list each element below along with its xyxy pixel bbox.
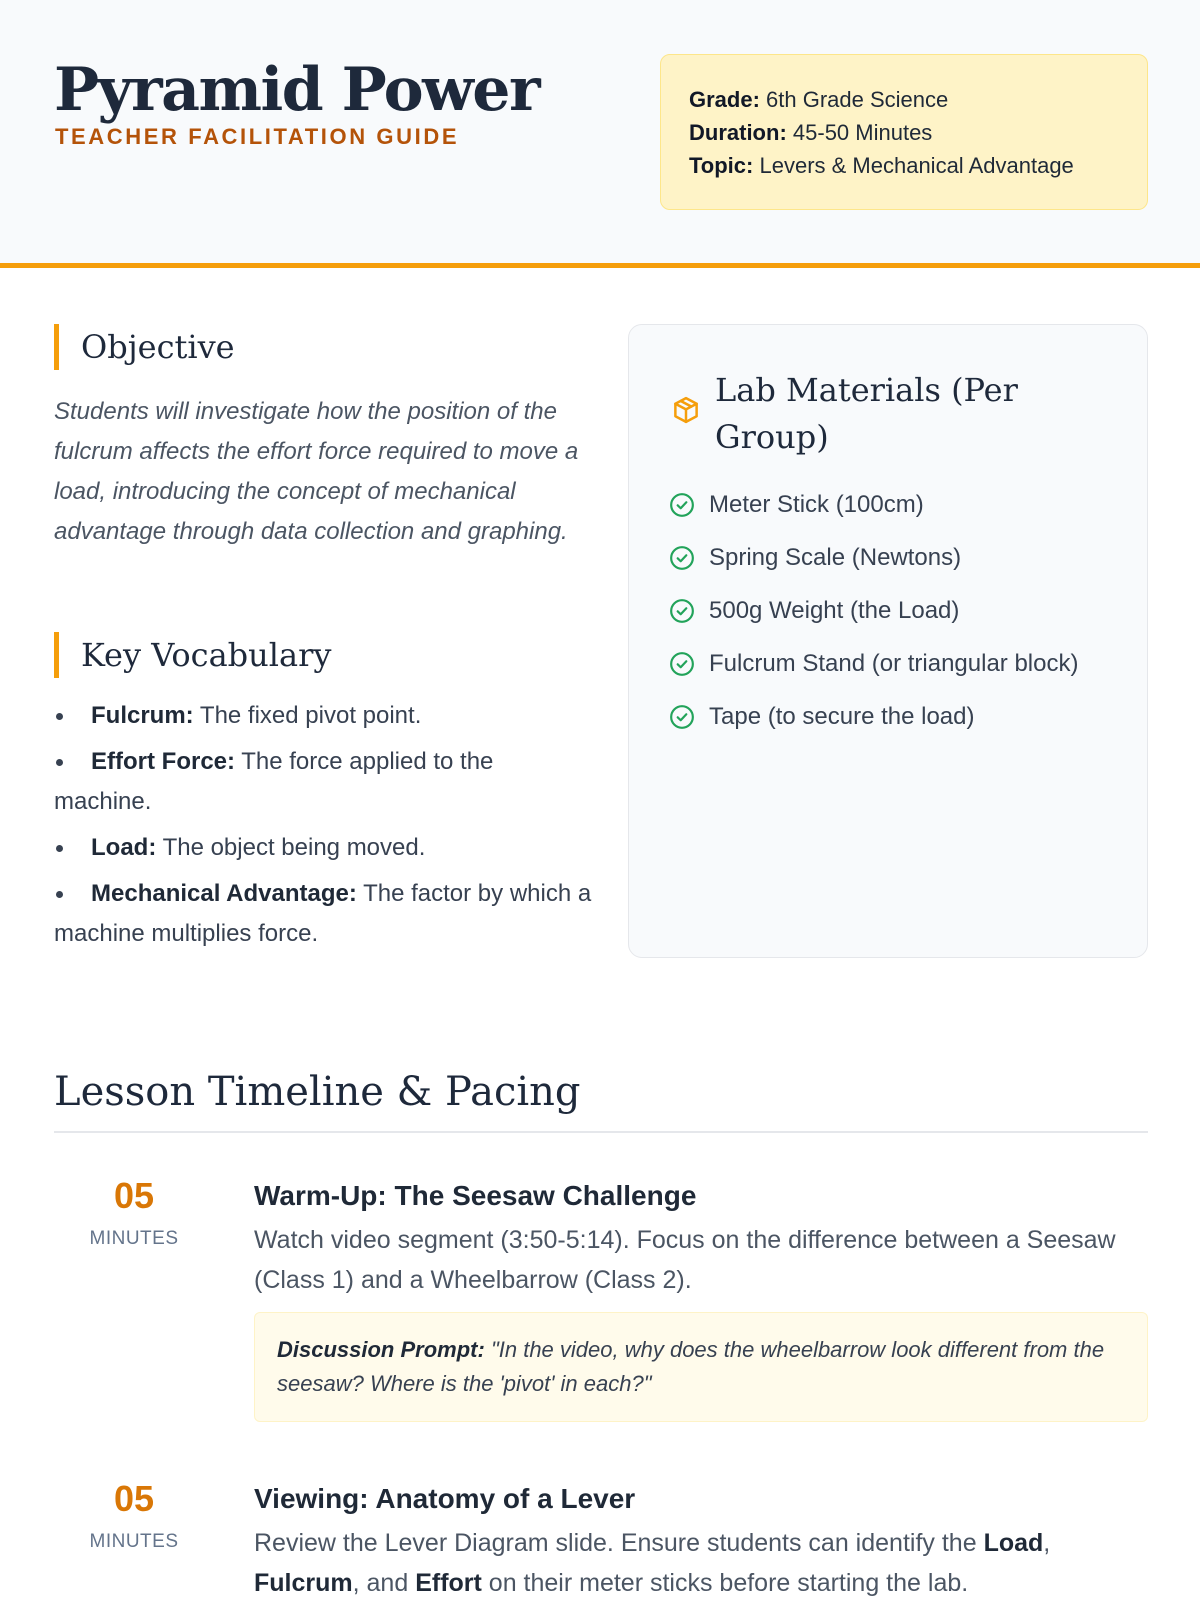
vocab-term: Mechanical Advantage: — [91, 880, 357, 907]
page-subtitle: TEACHER FACILITATION GUIDE — [55, 124, 460, 149]
vocab-definition: The object being moved. — [162, 834, 426, 861]
grade-line — [689, 83, 1147, 116]
material-label: Tape (to secure the load) — [709, 703, 975, 730]
material-item — [669, 697, 1129, 737]
duration-value: 45-50 Minutes — [792, 120, 933, 145]
vocabulary-heading: Key Vocabulary — [54, 632, 331, 678]
topic-label: Topic: — [689, 153, 754, 178]
material-label: Fulcrum Stand (or triangular block) — [709, 650, 1079, 677]
topic-line — [689, 149, 1147, 182]
check-circle-icon — [669, 651, 695, 677]
check-circle-icon — [669, 598, 695, 624]
material-label: Spring Scale (Newtons) — [709, 544, 962, 571]
vocab-item — [54, 828, 594, 868]
material-item — [669, 644, 1129, 684]
term-load: Load — [983, 1529, 1044, 1557]
step-desc-outro: on their meter sticks before starting the lab. — [488, 1569, 969, 1597]
vocab-item — [54, 696, 594, 736]
lesson-meta-box — [660, 54, 1148, 210]
step-desc-sep: , and — [352, 1569, 409, 1597]
check-circle-icon — [669, 492, 695, 518]
check-circle-icon — [669, 545, 695, 571]
vocab-definition: The factor by which a machine multiplies force. — [54, 880, 592, 947]
check-circle-icon — [669, 704, 695, 730]
vocab-definition: The fixed pivot point. — [199, 702, 422, 729]
step-description — [254, 1523, 1154, 1603]
topic-value: Levers & Mechanical Advantage — [759, 153, 1074, 178]
materials-list — [669, 485, 1129, 750]
grade-label: Grade: — [689, 87, 760, 112]
term-fulcrum: Fulcrum — [254, 1569, 353, 1597]
material-item — [669, 485, 1129, 525]
step-description: Watch video segment (3:50-5:14). Focus on the difference between a Seesaw (Class 1) and a Wheelbarrow (Class 2). — [254, 1226, 1116, 1294]
vocab-item — [54, 742, 594, 822]
lab-materials-card — [628, 324, 1148, 958]
step-minutes: 05 — [113, 1175, 155, 1216]
vocab-term: Fulcrum: — [91, 702, 194, 729]
vocab-term: Effort Force: — [91, 748, 235, 775]
objective-text: Students will investigate how the position of the fulcrum affects the effort force required to move a load, introducing the concept of mechanical advantage through data collection and graphing. — [54, 398, 579, 545]
vocab-term: Load: — [91, 834, 157, 861]
timeline-heading: Lesson Timeline & Pacing — [54, 1069, 581, 1115]
step-desc-intro: Review the Lever Diagram slide. Ensure students can identify the — [254, 1529, 977, 1557]
step-minutes-unit: MINUTES — [89, 1531, 179, 1552]
grade-value: 6th Grade Science — [766, 87, 949, 112]
prompt-label: Discussion Prompt: — [277, 1337, 485, 1362]
material-item — [669, 538, 1129, 578]
material-label: 500g Weight (the Load) — [709, 597, 960, 624]
page-header — [0, 0, 1200, 268]
discussion-prompt-box — [254, 1312, 1148, 1422]
step-minutes-unit: MINUTES — [89, 1228, 179, 1249]
material-item — [669, 591, 1129, 631]
step-title: Viewing: Anatomy of a Lever — [254, 1483, 636, 1514]
vocab-definition: The force applied to the machine. — [54, 748, 494, 815]
vocabulary-list — [54, 696, 594, 960]
lab-materials-title: Lab Materials (Per Group) — [715, 371, 1018, 456]
step-duration — [74, 1174, 194, 1250]
step-title: Warm-Up: The Seesaw Challenge — [254, 1180, 697, 1211]
material-label: Meter Stick (100cm) — [709, 491, 924, 518]
duration-label: Duration: — [689, 120, 787, 145]
objective-heading: Objective — [54, 324, 235, 370]
step-duration — [74, 1477, 194, 1553]
vocab-item — [54, 874, 594, 954]
step-minutes: 05 — [113, 1478, 155, 1519]
prompt-text: "In the video, why does the wheelbarrow look different from the seesaw? Where is the 'pivot' in each?" — [277, 1337, 1105, 1396]
duration-line — [689, 116, 1147, 149]
page-title: Pyramid Power — [54, 55, 540, 125]
timeline-divider — [54, 1131, 1148, 1133]
step-desc-sep: , — [1043, 1529, 1051, 1557]
term-effort: Effort — [415, 1569, 482, 1597]
box-icon — [671, 395, 701, 425]
